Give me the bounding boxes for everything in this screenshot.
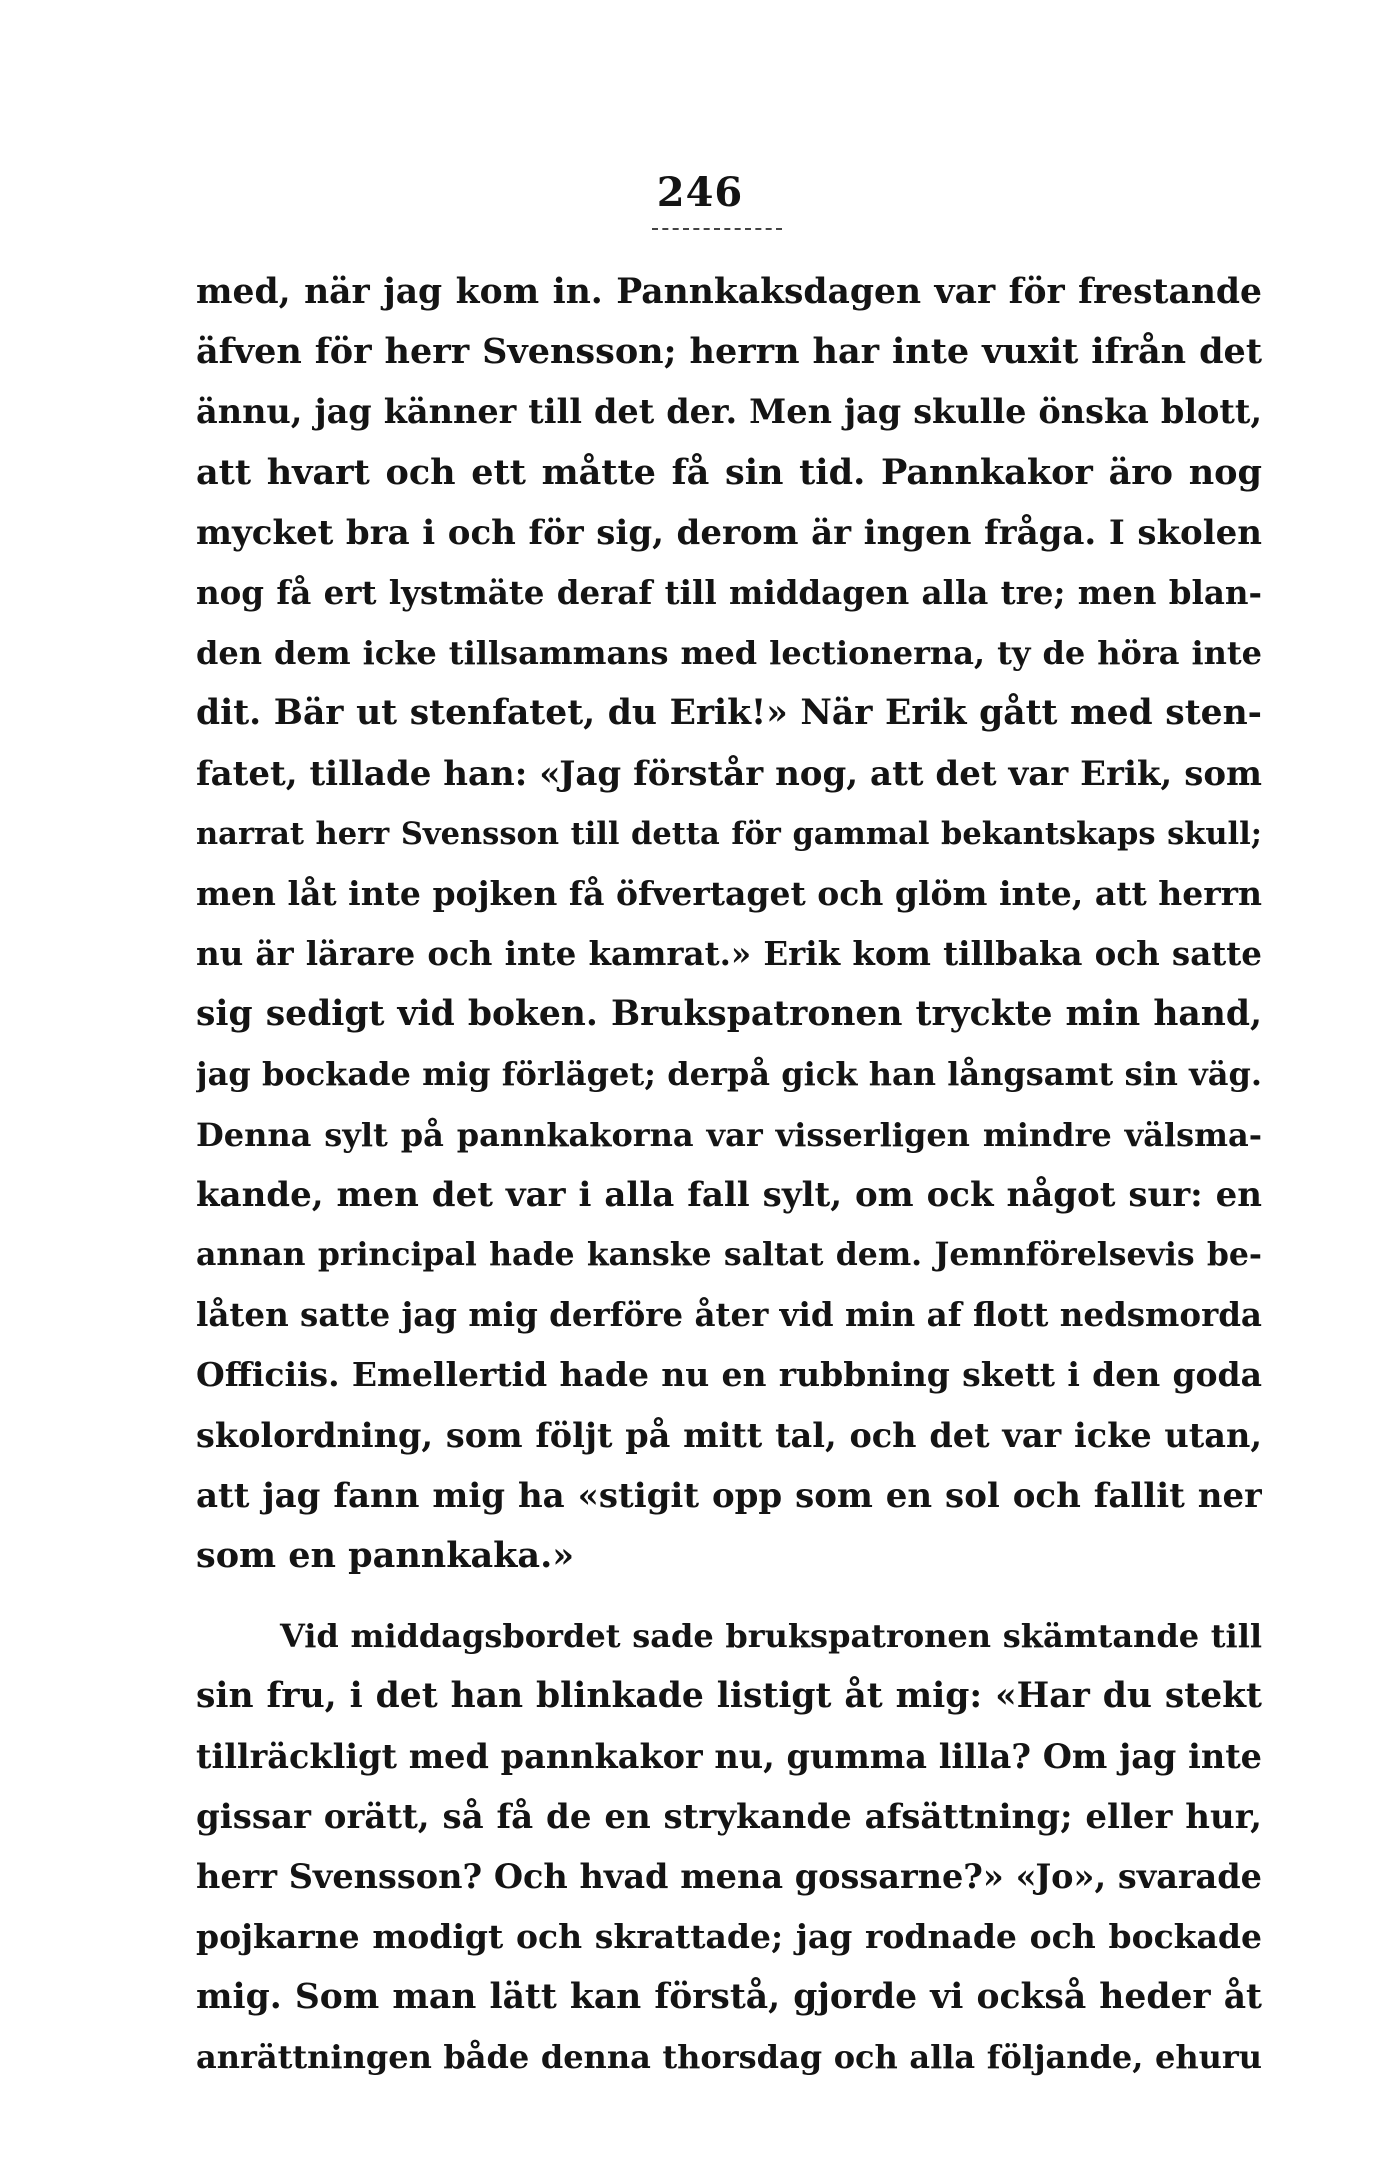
- page-number-rule: [652, 228, 782, 230]
- text-line: mycket bra i och för sig, derom är ingen fråga. I skolen: [196, 512, 1262, 553]
- text-line: som en pannkaka.»: [196, 1534, 575, 1576]
- text-line: äfven för herr Svensson; herrn har inte vuxit ifrån det: [196, 331, 1262, 373]
- text-line: Denna sylt på pannkakorna var visserligen mindre välsma-: [196, 1115, 1262, 1154]
- text-line: kande, men det var i alla fall sylt, om ock något sur: en: [196, 1174, 1262, 1215]
- text-line: narrat herr Svensson till detta för gammal bekantskaps skull;: [196, 815, 1262, 852]
- text-line: sin fru, i det han blinkade listigt åt mig: «Har du stekt: [196, 1676, 1262, 1717]
- text-line: anrättningen både denna thorsdag och alla följande, ehuru: [196, 2038, 1262, 2077]
- text-line: att hvart och ett måtte få sin tid. Pannkakor äro nog: [196, 451, 1262, 493]
- text-line: sig sedigt vid boken. Brukspatronen tryckte min hand,: [196, 994, 1262, 1035]
- text-line: den dem icke tillsammans med lectionerna, ty de höra inte: [196, 634, 1262, 673]
- text-line: gissar orätt, så få de en strykande afsättning; eller hur,: [196, 1796, 1262, 1837]
- text-line: dit. Bär ut stenfatet, du Erik!» När Erik gått med sten-: [196, 693, 1262, 734]
- text-line: låten satte jag mig derföre åter vid min af flott nedsmorda: [196, 1295, 1262, 1335]
- paragraph-2: [196, 1606, 1262, 2088]
- body-text: [196, 262, 1262, 2088]
- text-line: fatet, tillade han: «Jag förstår nog, att det var Erik, som: [196, 753, 1262, 794]
- text-line: ännu, jag känner till det der. Men jag skulle önska blott,: [196, 392, 1262, 432]
- text-line: herr Svensson? Och hvad mena gossarne?» «Jo», svarade: [196, 1856, 1262, 1896]
- page-number: 246: [656, 169, 744, 216]
- text-line: nu är lärare och inte kamrat.» Erik kom tillbaka och satte: [196, 934, 1262, 974]
- text-line: Officiis. Emellertid hade nu en rubbning skett i den goda: [196, 1355, 1262, 1395]
- text-line: tillräckligt med pannkakor nu, gumma lilla? Om jag inte: [196, 1736, 1262, 1776]
- paragraph-1: [196, 262, 1262, 1586]
- text-line: skolordning, som följt på mitt tal, och det var icke utan,: [196, 1415, 1262, 1455]
- text-line: att jag fann mig ha «stigit opp som en sol och fallit ner: [196, 1475, 1262, 1516]
- text-line: med, när jag kom in. Pannkaksdagen var för frestande: [196, 272, 1262, 312]
- text-line: annan principal hade kanske saltat dem. Jemnförelsevis be-: [196, 1236, 1262, 1273]
- text-line: mig. Som man lätt kan förstå, gjorde vi också heder åt: [196, 1977, 1262, 2018]
- text-line: Vid middagsbordet sade brukspatronen skämtande till: [280, 1617, 1262, 1656]
- text-line: jag bockade mig förläget; derpå gick han långsamt sin väg.: [196, 1055, 1262, 1094]
- text-line: pojkarne modigt och skrattade; jag rodnade och bockade: [196, 1917, 1262, 1957]
- paragraph-gap: [196, 1586, 1262, 1606]
- text-line: men låt inte pojken få öfvertaget och glöm inte, att herrn: [196, 873, 1262, 913]
- text-line: nog få ert lystmäte deraf till middagen alla tre; men blan-: [196, 572, 1262, 612]
